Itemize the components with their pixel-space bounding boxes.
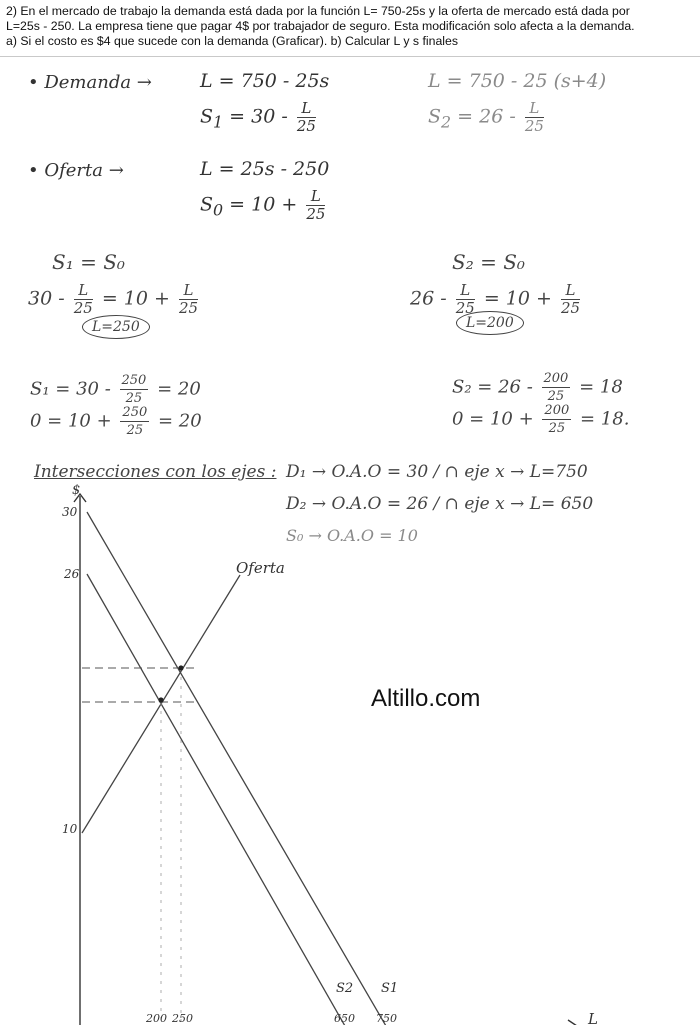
- calc-left-2: 0 = 10 + $\frac{250}{25}$ = 20: [30, 405, 202, 438]
- demand-s2-line: [87, 574, 345, 1025]
- eq-right-title: S₂ = S₀: [452, 250, 525, 274]
- problem-line-2: L=25s - 250. La empresa tiene que pagar 4$ por trabajador de seguro. Esta modificación solo afecta a la demanda.: [6, 19, 635, 33]
- demand-s1-line: [87, 512, 386, 1025]
- demanda-eq-2: L = 750 - 25 (s+4): [428, 70, 607, 92]
- x-tick-200: 200: [146, 1012, 167, 1025]
- y-tick-10: 10: [62, 822, 78, 836]
- calc-right-2: 0 = 10 + $\frac{200}{25}$ = 18.: [452, 403, 630, 436]
- x-axis-arrow: [568, 1020, 577, 1025]
- d1-line: D₁ → O.A.O = 30 / ∩ eje x → L=750: [286, 462, 588, 482]
- eq-right-result: L=200: [456, 312, 524, 331]
- x-tick-750: 750: [376, 1012, 397, 1025]
- oferta-eq-1: L = 25s - 250: [200, 158, 330, 180]
- oferta-label: • Oferta →: [28, 160, 124, 181]
- equilibrium-point-1: [178, 665, 183, 670]
- equilibrium-point-2: [158, 697, 163, 702]
- demanda-label: • Demanda →: [28, 72, 152, 93]
- problem-line-3: a) Si el costo es $4 que sucede con la demanda (Graficar). b) Calcular L y s finales: [6, 34, 459, 48]
- eq-left-title: S₁ = S₀: [52, 250, 125, 274]
- problem-line-1: 2) En el mercado de trabajo la demanda está dada por la función L= 750-25s y la oferta de mercado está dada por: [6, 4, 630, 18]
- s2-curve-label: S2: [336, 981, 354, 996]
- demanda-s2-eq: $S_2 = 26$ - $\frac{L}{25}$: [428, 99, 544, 135]
- x-axis-label: L: [588, 1010, 598, 1025]
- demanda-s1-eq: $S_1 = 30$ - $\frac{L}{25}$: [200, 99, 316, 135]
- oferta-curve-label: Oferta: [236, 559, 285, 577]
- y-tick-26: 26: [64, 567, 80, 581]
- d2-line: D₂ → O.A.O = 26 / ∩ eje x → L= 650: [286, 494, 594, 514]
- calc-right-1: S₂ = 26 - $\frac{200}{25}$ = 18: [452, 371, 623, 404]
- eq-left-body: 30 - $\frac{L}{25}$ = 10 + $\frac{L}{25}$: [28, 281, 199, 317]
- eq-right-body: 26 - $\frac{L}{25}$ = 10 + $\frac{L}{25}$: [410, 281, 581, 317]
- calc-left-1: S₁ = 30 - $\frac{250}{25}$ = 20: [30, 373, 201, 406]
- s0-line: S₀ → O.A.O = 10: [286, 526, 418, 545]
- x-tick-250: 250: [172, 1012, 193, 1025]
- oferta-s0-eq: $S_0 = 10$ + $\frac{L}{25}$: [200, 187, 326, 223]
- demanda-eq-1: L = 750 - 25s: [200, 70, 330, 92]
- y-axis-label: $: [72, 483, 81, 498]
- intersecciones-title: Intersecciones con los ejes :: [34, 462, 277, 482]
- eq-left-result: L=250: [82, 316, 150, 335]
- watermark: Altillo.com: [371, 685, 481, 712]
- y-tick-30: 30: [62, 505, 78, 519]
- x-tick-650: 650: [334, 1012, 355, 1025]
- s1-curve-label: S1: [381, 981, 399, 996]
